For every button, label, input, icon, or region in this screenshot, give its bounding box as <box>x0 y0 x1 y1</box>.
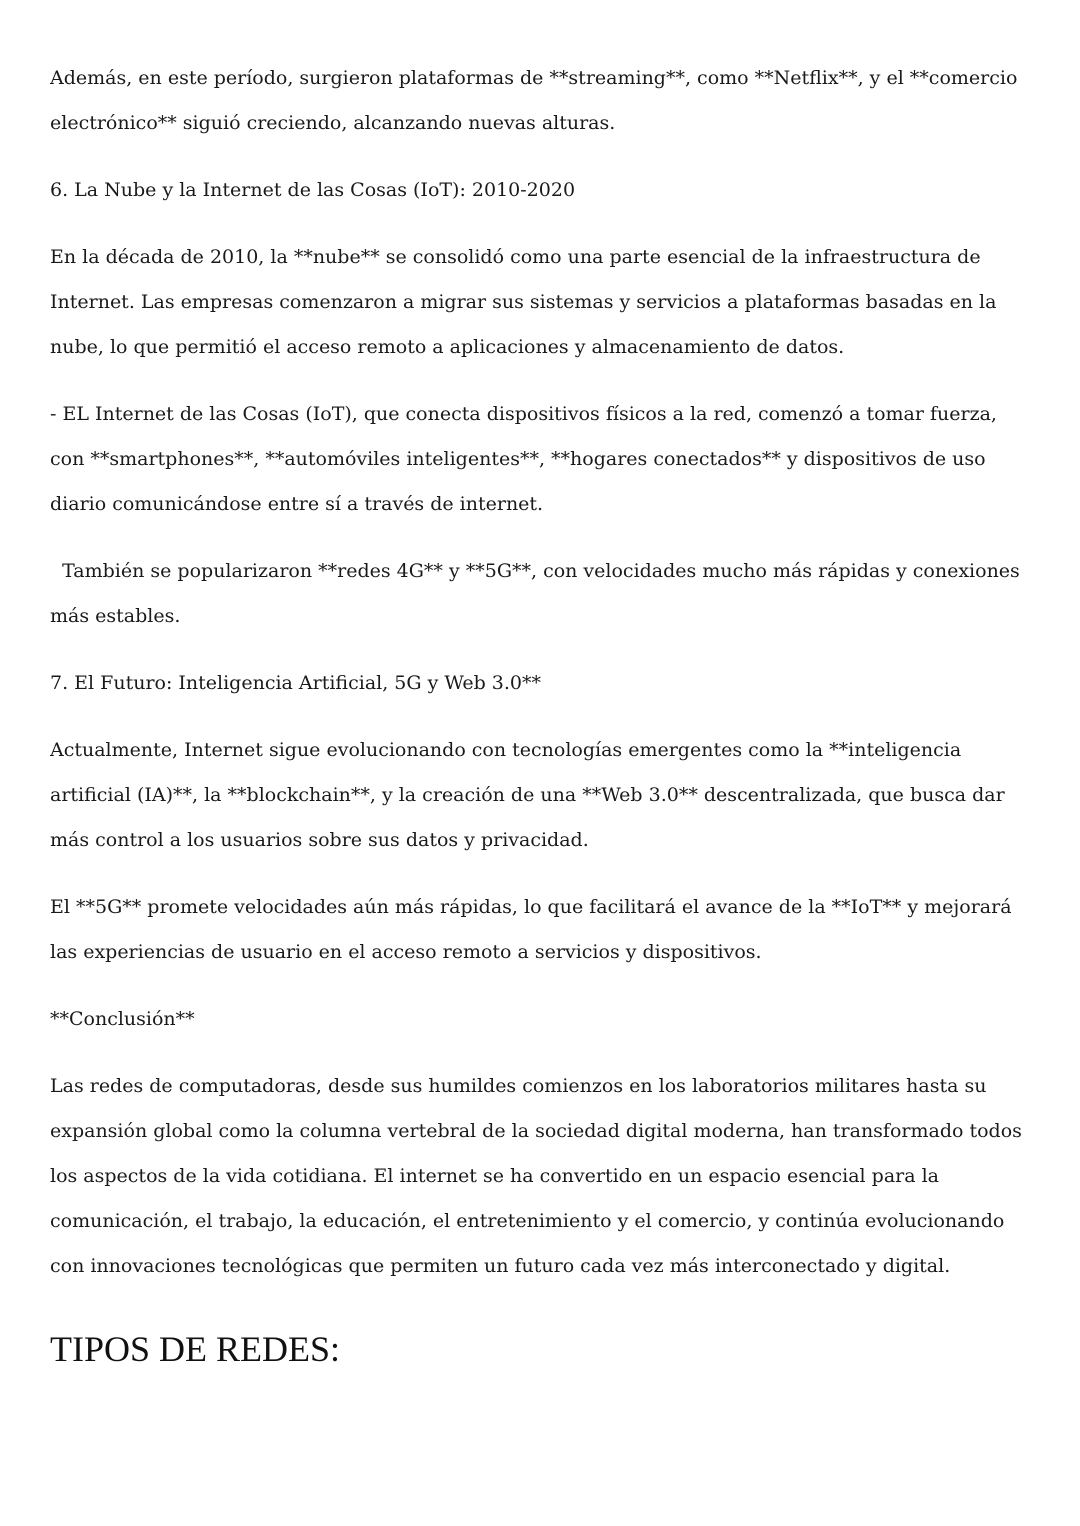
paragraph-streaming: Además, en este período, surgieron plataformas de **streaming**, como **Netflix**, y el **comercio electrónico** siguió creciendo, alcanzando nuevas alturas. <box>50 67 1024 134</box>
paragraph-redes-4g-5g: También se popularizaron **redes 4G** y **5G**, con velocidades mucho más rápidas y conexiones más estables. <box>50 560 1026 627</box>
paragraph-nube: En la década de 2010, la **nube** se consolidó como una parte esencial de la infraestructura de Internet. Las empresas comenzaron a migrar sus sistemas y servicios a plataformas basadas en la nube, lo que permitió el acceso remoto a aplicaciones y almacenamiento de datos. <box>50 246 1003 358</box>
section-title-futuro: 7. El Futuro: Inteligencia Artificial, 5G y Web 3.0** <box>50 672 542 694</box>
section-title-nube-iot: 6. La Nube y la Internet de las Cosas (IoT): 2010-2020 <box>50 179 576 201</box>
paragraph-conclusion: Las redes de computadoras, desde sus humildes comienzos en los laboratorios militares hasta su expansión global como la columna vertebral de la sociedad digital moderna, han transformado todos los aspectos de la vida cotidiana. El internet se ha convertido en un espacio esencial para la comunicación, el trabajo, la educación, el entretenimiento y el comercio, y continúa evolucionando con innovaciones tecnológicas que permiten un futuro cada vez más interconectado y digital. <box>50 1075 1028 1277</box>
paragraph-tecnologias-emergentes: Actualmente, Internet sigue evolucionando con tecnologías emergentes como la **inteligencia artificial (IA)**, la **blockchain**, y la creación de una **Web 3.0** descentralizada, que busca dar más control a los usuarios sobre sus datos y privacidad. <box>50 739 1011 851</box>
paragraph-iot: - EL Internet de las Cosas (IoT), que conecta dispositivos físicos a la red, comenzó a tomar fuerza, con **smartphones**, **automóviles inteligentes**, **hogares conectados** y dispositivos de uso diario comunicándose entre sí a través de internet. <box>50 403 1004 515</box>
conclusion-title: **Conclusión** <box>50 1008 195 1030</box>
document-page <box>50 56 1035 1373</box>
paragraph-5g: El **5G** promete velocidades aún más rápidas, lo que facilitará el avance de la **IoT** y mejorará las experiencias de usuario en el acceso remoto a servicios y dispositivos. <box>50 896 1018 963</box>
section-heading-tipos-de-redes: TIPOS DE REDES: <box>50 1329 341 1369</box>
